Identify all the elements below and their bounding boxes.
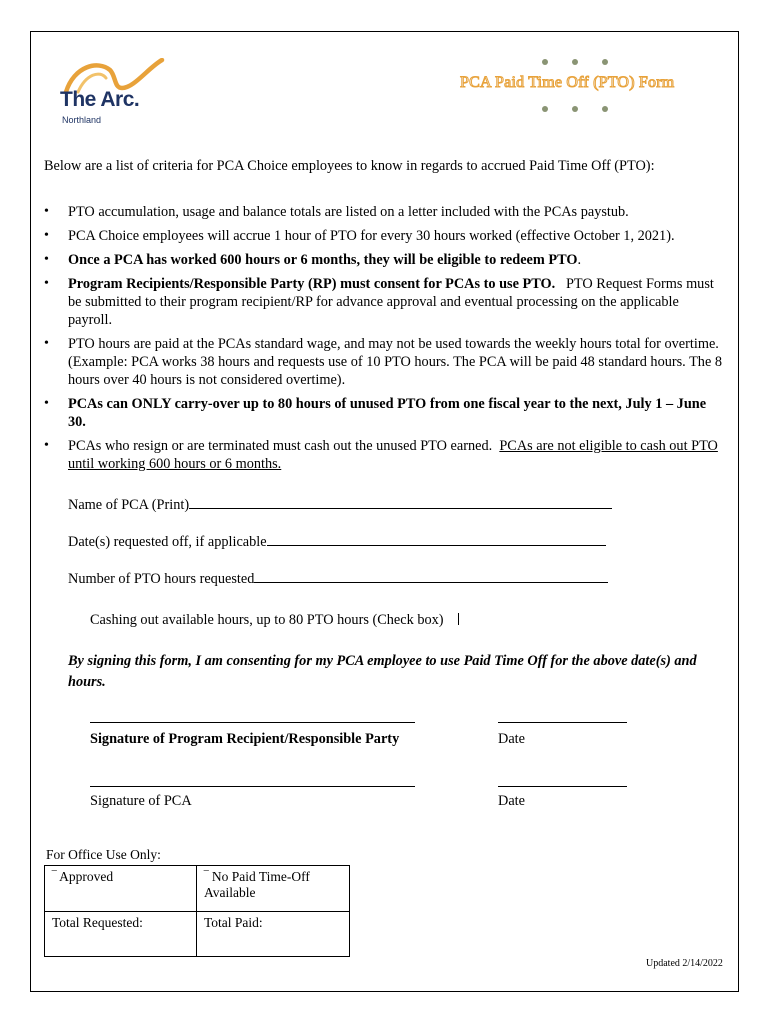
pca-date-line[interactable] (498, 786, 627, 787)
logo-name: The Arc. (60, 88, 140, 111)
criteria-item (44, 395, 724, 431)
decorative-dots-top (542, 59, 608, 65)
no-pto-label: No Paid Time-Off Available (204, 869, 310, 900)
recipient-signature-label: Signature of Program Recipient/Responsible Party (90, 731, 400, 747)
no-pto-cell[interactable] (197, 866, 350, 912)
total-requested-label: Total Requested: (52, 915, 143, 930)
criteria-item (44, 203, 724, 221)
pca-date-label: Date (498, 793, 525, 809)
hours-label: Number of PTO hours requested (68, 571, 255, 587)
criteria-item (44, 227, 724, 245)
criteria-underlined-text: PCAs are not eligible to cash out PTO until working 600 hours or 6 months. (68, 438, 718, 472)
criteria-text: PCAs who resign or are terminated must cash out the unused PTO earned. (68, 438, 493, 454)
approved-cell[interactable] (45, 866, 197, 912)
criteria-item (44, 335, 724, 389)
pca-signature-line[interactable] (90, 786, 415, 787)
hours-field (68, 570, 608, 588)
total-requested-cell[interactable] (45, 912, 197, 957)
criteria-text: PTO Request Forms must be submitted to their program recipient/RP for advance approval and eventual processing on the applicable payroll. (68, 276, 714, 328)
criteria-text: PTO accumulation, usage and balance totals are listed on a letter included with the PCAs paystub. (68, 204, 629, 220)
criteria-bold-text: Program Recipients/Responsible Party (RP) must consent for PCAs to use PTO. (68, 276, 556, 292)
dot-icon (602, 106, 608, 112)
cashout-label: Cashing out available hours, up to 80 PTO hours (Check box) (90, 612, 444, 628)
criteria-bold-text: PCAs can ONLY carry-over up to 80 hours of unused PTO from one fiscal year to the next, July 1 – June 30. (68, 396, 707, 430)
criteria-text: . (577, 252, 582, 268)
dates-field (68, 533, 606, 551)
logo-subtitle: Northland (62, 115, 102, 125)
dot-icon (572, 59, 578, 65)
criteria-item (44, 275, 724, 329)
dot-icon (542, 106, 548, 112)
updated-date: Updated 2/14/2022 (646, 958, 723, 969)
criteria-text: PCA Choice employees will accrue 1 hour of PTO for every 30 hours worked (effective October 1, 2021). (68, 228, 675, 244)
hours-input-line[interactable] (254, 570, 608, 583)
bullet-icon: • (44, 204, 49, 219)
arc-northland-logo (58, 58, 168, 130)
bullet-icon: • (44, 228, 49, 243)
recipient-signature-line[interactable] (90, 722, 415, 723)
office-use-table (44, 865, 350, 957)
bullet-icon: • (44, 336, 49, 351)
recipient-date-label: Date (498, 731, 525, 747)
criteria-text: PTO hours are paid at the PCAs standard wage, and may not be used towards the weekly hours total for overtime. (Example: PCA works 38 hours and requests use of 10 PTO hours. The PCA will be paid 48 standard hours. The 8 hours over 40 hours is not considered overtime). (68, 336, 723, 388)
checkbox-icon: ‾ (204, 869, 212, 884)
pca-signature-label: Signature of PCA (90, 793, 192, 809)
approved-label: Approved (59, 869, 114, 884)
decorative-dots-bottom (542, 106, 608, 112)
dot-icon (572, 106, 578, 112)
recipient-date-line[interactable] (498, 722, 627, 723)
dates-input-line[interactable] (267, 533, 606, 546)
checkbox-icon: ‾ (52, 869, 60, 884)
criteria-list (44, 203, 724, 479)
intro-text: Below are a list of criteria for PCA Choice employees to know in regards to accrued Paid Time Off (PTO): (44, 158, 655, 174)
total-paid-cell[interactable] (197, 912, 350, 957)
pca-name-label: Name of PCA (Print) (68, 497, 190, 513)
bullet-icon: • (44, 252, 49, 267)
dot-icon (542, 59, 548, 65)
cashout-checkbox[interactable] (458, 613, 459, 625)
form-title: PCA Paid Time Off (PTO) Form (460, 74, 675, 91)
criteria-bold-text: Once a PCA has worked 600 hours or 6 months, they will be eligible to redeem PTO (68, 252, 578, 268)
consent-statement: By signing this form, I am consenting for my PCA employee to use Paid Time Off for the above date(s) and hours. (68, 653, 697, 690)
dot-icon (602, 59, 608, 65)
pca-name-input-line[interactable] (189, 496, 612, 509)
criteria-item (44, 437, 724, 473)
criteria-item (44, 251, 724, 269)
total-paid-label: Total Paid: (204, 915, 263, 930)
bullet-icon: • (44, 276, 49, 291)
cashout-row (90, 612, 459, 629)
bullet-icon: • (44, 396, 49, 411)
office-use-label: For Office Use Only: (46, 847, 161, 862)
dates-label: Date(s) requested off, if applicable (68, 534, 267, 550)
bullet-icon: • (44, 438, 49, 453)
pca-name-field (68, 496, 612, 514)
